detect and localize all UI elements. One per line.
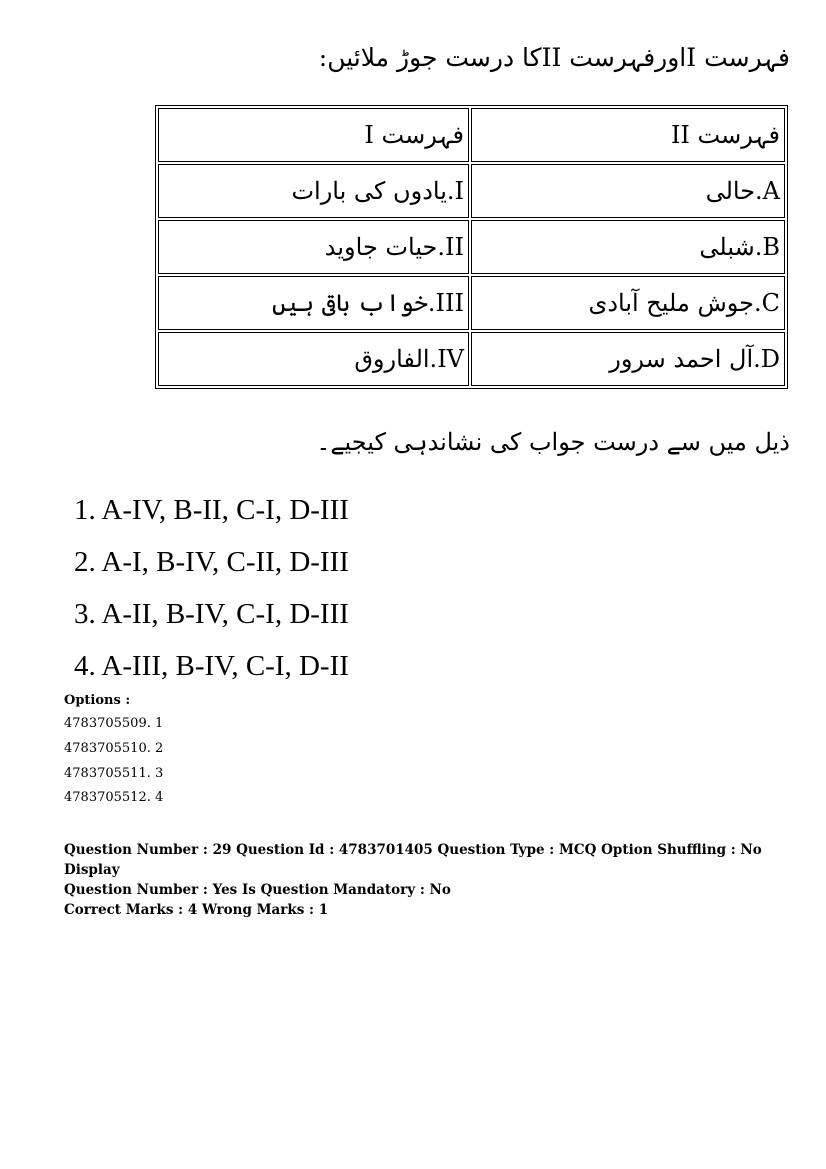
header-list1: فہرست I xyxy=(158,108,469,162)
option-id: 4783705510. 2 xyxy=(64,741,164,756)
answer-choice: 1. A-IV, B-II, C-I, D-III xyxy=(74,494,349,526)
list2-item: C.جوش ملیح آبادی xyxy=(471,276,785,330)
options-heading: Options : xyxy=(64,693,131,708)
table-header-row xyxy=(158,108,785,162)
info-line: Question Number : 29 Question Id : 4783701405 Question Type : MCQ Option Shuffling : No Display xyxy=(64,842,762,878)
option-id: 4783705509. 1 xyxy=(64,716,164,731)
list2-item: A.حالی xyxy=(471,164,785,218)
question-info xyxy=(64,840,784,920)
answer-choice: 4. A-III, B-IV, C-I, D-II xyxy=(74,650,349,682)
question-title: فہرست Iاورفہرست IIکا درست جوڑ ملائیں: xyxy=(318,43,790,72)
list1-item: I.یادوں کی بارات xyxy=(158,164,469,218)
answer-choice: 3. A-II, B-IV, C-I, D-III xyxy=(74,598,349,630)
list1-item: II.حیات جاوید xyxy=(158,220,469,274)
answer-choices xyxy=(74,484,349,692)
list2-item: D.آل احمد سرور xyxy=(471,332,785,386)
match-table xyxy=(155,105,788,389)
list1-item: III.خواب باقی ہیں xyxy=(158,276,469,330)
table-row xyxy=(158,276,785,330)
question-instruction: ذیل میں سے درست جواب کی نشاندہی کیجیے۔ xyxy=(316,428,790,456)
info-line: Question Number : Yes Is Question Mandatory : No xyxy=(64,882,451,898)
table-row xyxy=(158,220,785,274)
list2-item: B.شبلی xyxy=(471,220,785,274)
answer-choice: 2. A-I, B-IV, C-II, D-III xyxy=(74,546,349,578)
option-id: 4783705511. 3 xyxy=(64,766,164,781)
option-id: 4783705512. 4 xyxy=(64,790,164,805)
list1-item: IV.الفاروق xyxy=(158,332,469,386)
table-row xyxy=(158,164,785,218)
table-row xyxy=(158,332,785,386)
info-line: Correct Marks : 4 Wrong Marks : 1 xyxy=(64,902,329,918)
header-list2: فہرست II xyxy=(471,108,785,162)
